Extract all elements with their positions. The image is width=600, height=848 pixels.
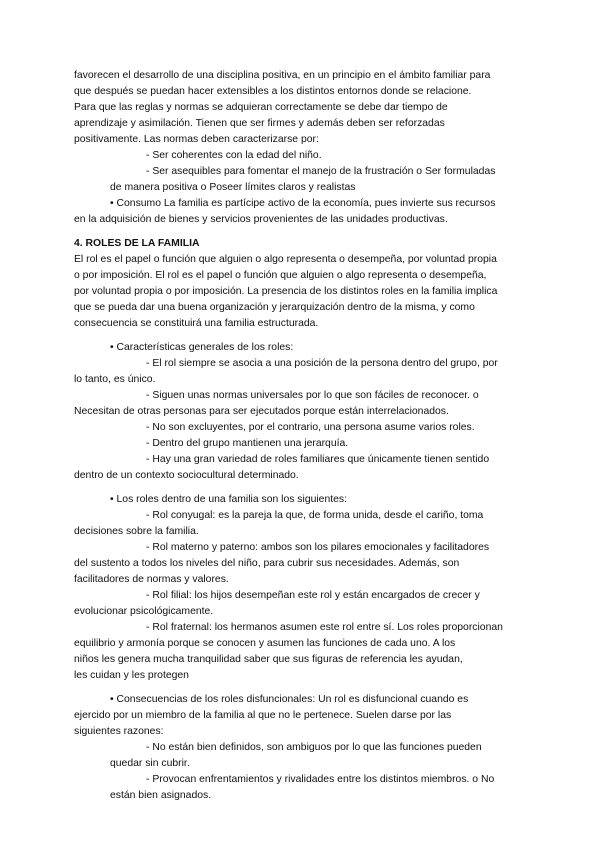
caracteristicas-line: lo tanto, es único.: [74, 374, 156, 385]
roles-line: - Rol materno y paterno: ambos son los pilares emocionales y facilitadores: [146, 542, 490, 553]
consecuencias-line: - No están bien definidos, son ambiguos por lo que las funciones pueden: [146, 742, 482, 753]
consecuencias-line: • Consecuencias de los roles disfuncionales: Un rol es disfuncional cuando es: [110, 694, 469, 705]
caracteristicas-line: - Siguen unas normas universales por lo que son fáciles de reconocer. o: [146, 390, 479, 401]
caracteristicas-line: dentro de un contexto sociocultural determinado.: [74, 470, 299, 481]
roles-title: • Los roles dentro de una familia son los siguientes:: [110, 494, 347, 505]
consecuencias-line: quedar sin cubrir.: [110, 758, 190, 769]
intro-line: aprendizaje y asimilación. Tienen que ser firmes y además deben ser reforzadas: [74, 118, 445, 129]
consecuencias-line: ejercido por un miembro de la familia al que no le pertenece. Suelen darse por las: [74, 710, 452, 721]
norm-item: de manera positiva o Poseer límites claros y realistas: [110, 182, 356, 193]
caracteristicas-line: - Hay una gran variedad de roles familiares que únicamente tienen sentido: [146, 454, 490, 465]
consecuencias-line: siguientes razones:: [74, 726, 164, 737]
section-line: o por imposición. El rol es el papel o función que alguien o algo representa o desempeña,: [74, 270, 487, 281]
consecuencias-line: - Provocan enfrentamientos y rivalidades entre los distintos miembros. o No: [146, 774, 495, 785]
section-heading: 4. ROLES DE LA FAMILIA: [74, 238, 200, 249]
roles-line: les cuidan y les protegen: [74, 670, 189, 681]
caracteristicas-line: Necesitan de otras personas para ser ejecutados porque están interrelacionados.: [74, 406, 449, 417]
intro-line: positivamente. Las normas deben caracterizarse por:: [74, 134, 319, 145]
caracteristicas-line: - Dentro del grupo mantienen una jerarquía.: [146, 438, 349, 449]
roles-line: niños les genera mucha tranquilidad saber que sus figuras de referencia les ayudan,: [74, 654, 463, 665]
section-line: consecuencia se constituirá una familia estructurada.: [74, 318, 319, 329]
norm-item: - Ser asequibles para fomentar el manejo de la frustración o Ser formuladas: [146, 166, 496, 177]
consecuencias-line: están bien asignados.: [110, 790, 212, 801]
roles-line: decisiones sobre la familia.: [74, 526, 199, 537]
caracteristicas-line: - El rol siempre se asocia a una posición de la persona dentro del grupo, por: [146, 358, 498, 369]
section-line: por voluntad propia o por imposición. La presencia de los distintos roles en la familia implica: [74, 286, 498, 297]
roles-line: evolucionar psicológicamente.: [74, 606, 214, 617]
intro-line: Para que las reglas y normas se adquieran correctamente se debe dar tiempo de: [74, 102, 448, 113]
caracteristicas-line: - No son excluyentes, por el contrario, una persona asume varios roles.: [146, 422, 475, 433]
consumo-line: • Consumo La familia es partícipe activo de la economía, pues invierte sus recursos: [110, 198, 496, 209]
intro-line: favorecen el desarrollo de una disciplina positiva, en un principio en el ámbito familiar para: [74, 70, 491, 81]
roles-line: - Rol conyugal: es la pareja la que, de forma unida, desde el cariño, toma: [146, 510, 484, 521]
roles-line: - Rol filial: los hijos desempeñan este rol y están encargados de crecer y: [146, 590, 480, 601]
section-line: El rol es el papel o función que alguien o algo representa o desempeña, por voluntad propia: [74, 254, 497, 265]
consumo-line: en la adquisición de bienes y servicios provenientes de las unidades productivas.: [74, 214, 448, 225]
section-line: que se pueda dar una buena organización y jerarquización dentro de la misma, y como: [74, 302, 475, 313]
roles-line: facilitadores de normas y valores.: [74, 574, 229, 585]
roles-line: - Rol fraternal: los hermanos asumen este rol entre sí. Los roles proporcionan: [146, 622, 503, 633]
roles-line: equilibrio y armonía porque se conocen y asumen las funciones de cada uno. A los: [74, 638, 456, 649]
roles-line: del sustento a todos los niveles del niño, para cubrir sus necesidades. Además, son: [74, 558, 460, 569]
intro-line: que después se puedan hacer extensibles a los distintos entornos donde se relacione.: [74, 86, 472, 97]
caracteristicas-title: • Características generales de los roles:: [110, 342, 294, 353]
norm-item: - Ser coherentes con la edad del niño.: [146, 150, 322, 161]
